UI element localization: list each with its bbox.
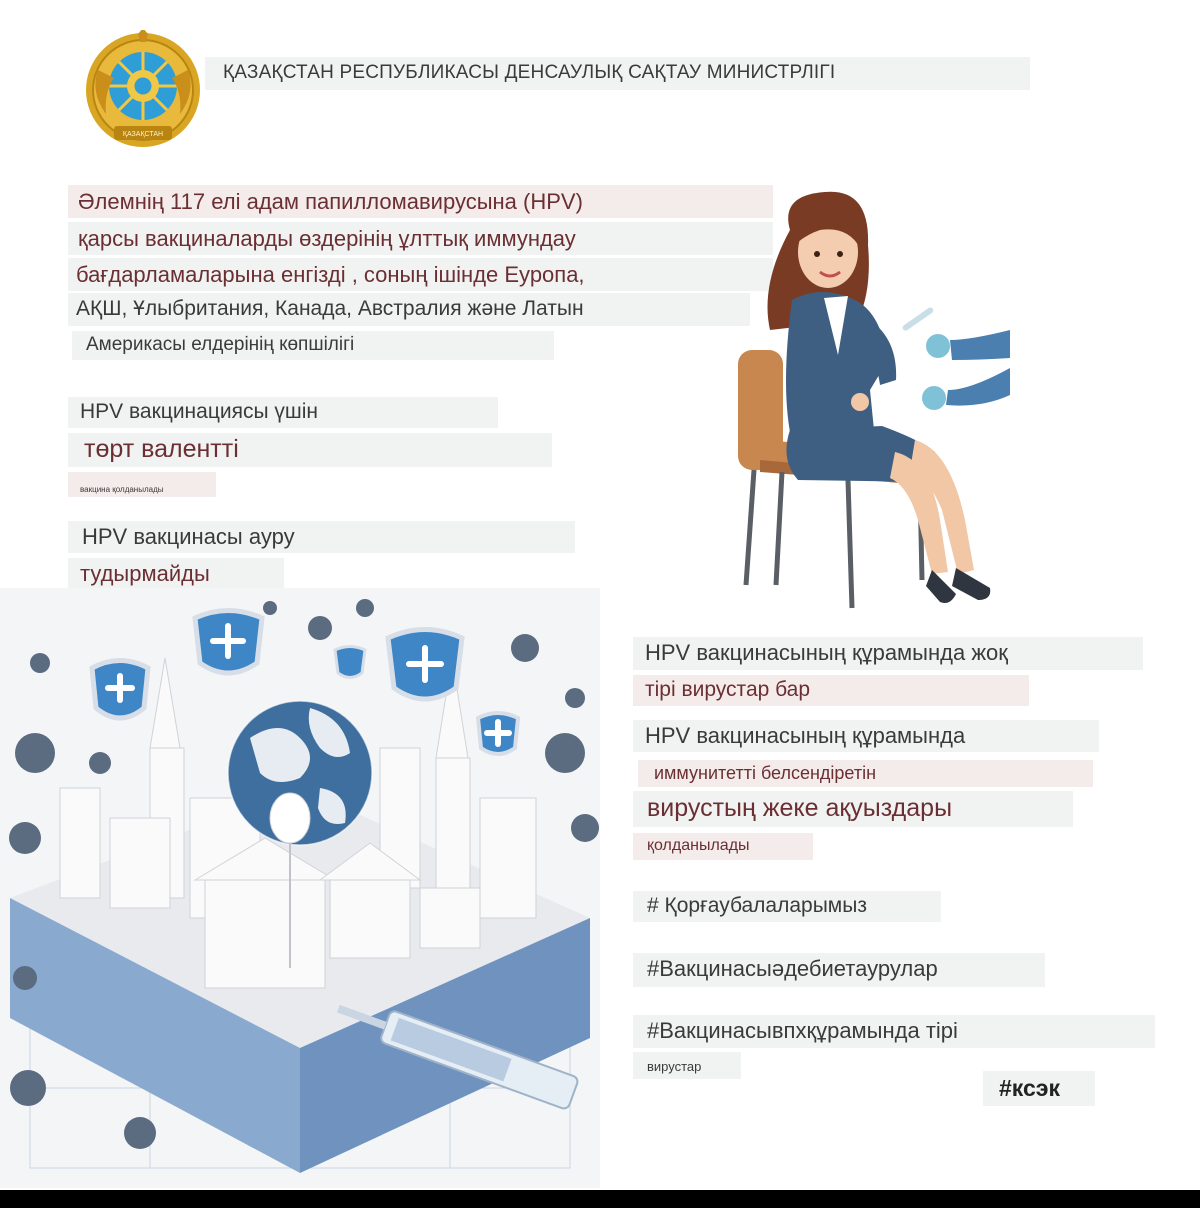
emblem-text: ҚАЗАҚСТАН	[122, 131, 164, 138]
ministry-title-text: ҚАЗАҚСТАН РЕСПУБЛИКАСЫ ДЕНСАУЛЫҚ САҚТАУ МИНИСТРЛІГІ	[223, 62, 836, 83]
fact-proteins-line-1-text: HPV вакцинасының құрамында	[645, 723, 966, 748]
hashtag-2	[633, 953, 1045, 987]
fact-quadrivalent-line-3-text: вакцина қолданылады	[80, 485, 164, 494]
fact-quadrivalent-line-1	[68, 397, 498, 428]
intro-line-1-text: Әлемнің 117 елі адам папилломавирусына (HPV)	[78, 189, 583, 214]
fact-proteins-line-4-text: қолданылады	[647, 837, 750, 854]
fact-no-disease-line-2-text: тудырмайды	[80, 561, 210, 586]
hashtag-3-continued-text: вирустар	[647, 1059, 702, 1074]
kazakhstan-emblem-icon	[84, 30, 202, 150]
hashtag-4	[983, 1071, 1095, 1106]
fact-proteins-line-2-text: иммунитетті белсендіретін	[654, 763, 877, 783]
intro-line-5-text: Америкасы елдерінің көпшілігі	[86, 334, 355, 355]
hashtag-1	[633, 891, 941, 922]
vaccine-city-illustration	[0, 588, 600, 1188]
intro-line-2	[68, 222, 773, 255]
woman-vaccination-illustration	[720, 190, 1010, 610]
fact-proteins-line-2	[638, 760, 1093, 787]
intro-line-4-text: АҚШ, Ұлыбритания, Канада, Австралия және Латын	[76, 297, 584, 320]
intro-line-5	[72, 331, 554, 360]
ministry-title	[205, 57, 1030, 90]
fact-proteins-line-3	[633, 791, 1073, 827]
fact-proteins-line-4	[633, 833, 813, 860]
hashtag-3-continued	[633, 1052, 741, 1079]
fact-proteins-line-1	[633, 720, 1099, 752]
fact-quadrivalent-line-2	[68, 433, 552, 467]
fact-no-disease-line-1-text: HPV вакцинасы ауру	[82, 524, 295, 549]
hashtag-2-text: #Вакцинасыәдебиетаурулар	[647, 956, 938, 981]
intro-line-3-text: бағдарламаларына енгізді , соның ішінде Еуропа,	[76, 262, 585, 287]
fact-no-live-virus-line-2-text: тірі вирустар бар	[645, 678, 811, 701]
fact-no-disease-line-2	[68, 558, 284, 588]
fact-no-disease-line-1	[68, 521, 575, 553]
hashtag-3	[633, 1015, 1155, 1048]
intro-line-1	[68, 185, 773, 218]
fact-quadrivalent-line-1-text: HPV вакцинациясы үшін	[80, 400, 319, 423]
fact-quadrivalent-line-3	[68, 472, 216, 497]
intro-line-2-text: қарсы вакциналарды өздерінің ұлттық иммундау	[78, 226, 576, 251]
hashtag-3-text: #Вакцинасывпхқұрамында тірі	[647, 1018, 958, 1043]
intro-line-4	[68, 293, 750, 326]
intro-line-3	[68, 258, 773, 291]
bottom-bar	[0, 1190, 1200, 1208]
hashtag-1-text: # Қорғаубалаларымыз	[647, 894, 867, 917]
hashtag-4-text: #ксэк	[999, 1075, 1061, 1101]
fact-no-live-virus-line-1-text: HPV вакцинасының құрамында жоқ	[645, 640, 1008, 665]
fact-no-live-virus-line-2	[633, 675, 1029, 706]
fact-no-live-virus-line-1	[633, 637, 1143, 670]
fact-quadrivalent-line-2-text: төрт валентті	[84, 435, 239, 463]
fact-proteins-line-3-text: вирустың жеке ақуыздары	[647, 794, 953, 822]
